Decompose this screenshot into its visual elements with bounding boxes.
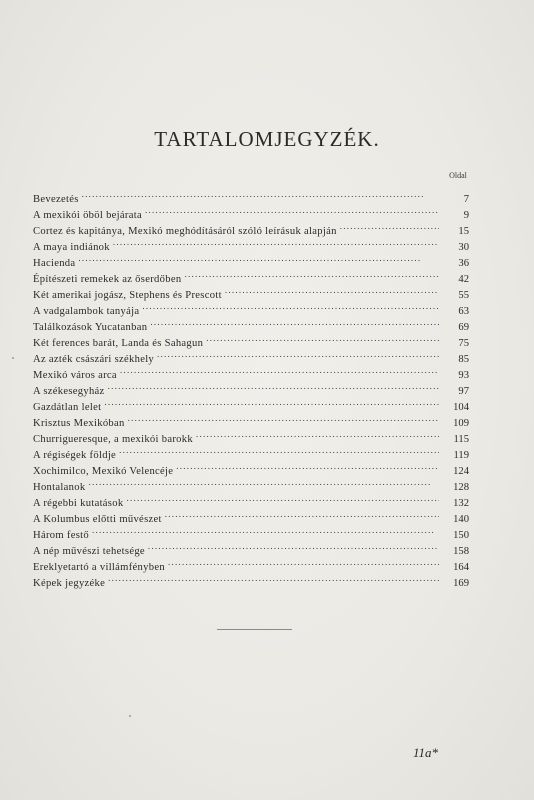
toc-entry-page: 128 [453, 482, 469, 493]
dot-leader [126, 490, 439, 506]
dot-leader [196, 426, 439, 442]
toc-entry-page: 97 [458, 386, 469, 397]
toc-entry [33, 186, 469, 205]
paper-speck [12, 357, 14, 359]
toc-entry-title: Xochimilco, Mexikó Velencéje [33, 466, 174, 477]
toc-entry-page: 85 [458, 354, 469, 365]
toc-entry-title: Az azték császári székhely [33, 354, 155, 365]
toc-entry [33, 538, 469, 557]
toc-entry-page: 36 [458, 258, 469, 269]
toc-entry [33, 490, 469, 509]
toc-entry-title: Hacienda [33, 258, 76, 269]
dot-leader [184, 266, 439, 282]
dot-leader [157, 346, 439, 362]
toc-entry-page: 42 [458, 274, 469, 285]
dot-leader [82, 186, 439, 202]
toc-entry-page: 132 [453, 498, 469, 509]
dot-leader [104, 394, 439, 410]
toc-entry-page: 115 [453, 434, 469, 445]
toc-entry [33, 474, 469, 493]
toc-entry-title: A vadgalambok tanyája [33, 306, 140, 317]
toc-entry [33, 202, 469, 221]
toc-entry-page: 9 [463, 210, 469, 221]
page-column-header: Oldal [449, 171, 467, 180]
toc-entry-page: 169 [453, 578, 469, 589]
toc-entry [33, 266, 469, 285]
toc-entry-page: 75 [458, 338, 469, 349]
dot-leader [165, 506, 439, 522]
toc-entry-page: 69 [458, 322, 469, 333]
toc-entry-page: 109 [453, 418, 469, 429]
toc-entry-page: 124 [453, 466, 469, 477]
dot-leader [108, 378, 439, 394]
toc-entry-title: A maya indiánok [33, 242, 110, 253]
toc-entry [33, 522, 469, 541]
toc-entry-title: Gazdátlan lelet [33, 402, 102, 413]
dot-leader [340, 218, 439, 234]
dot-leader [78, 250, 439, 266]
toc-entry-title: Hontalanok [33, 482, 86, 493]
dot-leader [120, 362, 439, 378]
toc-entry-page: 119 [453, 450, 469, 461]
toc-entry-title: Mexikó város arca [33, 370, 117, 381]
toc-entry-title: Churrigueresque, a mexikói barokk [33, 434, 193, 445]
dot-leader [92, 522, 439, 538]
toc-entry-title: Három festő [33, 530, 89, 541]
toc-entry-title: Találkozások Yucatanban [33, 322, 148, 333]
dot-leader [148, 538, 439, 554]
dot-leader [88, 474, 439, 490]
toc-entry-title: Két amerikai jogász, Stephens és Prescott [33, 290, 222, 301]
toc-entry-page: 104 [453, 402, 469, 413]
toc-entry-title: A mexikói öböl bejárata [33, 210, 142, 221]
toc-entry-title: Építészeti remekek az őserdőben [33, 274, 182, 285]
toc-entry-page: 63 [458, 306, 469, 317]
toc-entry-page: 93 [458, 370, 469, 381]
dot-leader [206, 330, 439, 346]
toc-entry-title: Cortez és kapitánya, Mexikó meghódításáról szóló leírásuk alapján [33, 226, 337, 237]
dot-leader [225, 282, 439, 298]
toc-entry-title: A régiségek földje [33, 450, 117, 461]
toc-entry-page: 30 [458, 242, 469, 253]
dot-leader [142, 298, 439, 314]
toc-entry-title: A nép művészi tehetsége [33, 546, 145, 557]
toc-entry-page: 7 [463, 194, 469, 205]
table-of-contents [33, 186, 469, 589]
toc-entry-page: 158 [453, 546, 469, 557]
toc-entry-title: Képek jegyzéke [33, 578, 106, 589]
dot-leader [176, 458, 439, 474]
toc-entry-title: A Kolumbus előtti művészet [33, 514, 162, 525]
dot-leader [119, 442, 439, 458]
toc-entry-title: Krisztus Mexikóban [33, 418, 125, 429]
toc-entry-page: 15 [458, 226, 469, 237]
dot-leader [145, 202, 439, 218]
toc-entry-title: A régebbi kutatások [33, 498, 124, 509]
dot-leader [108, 570, 439, 586]
printer-signature-mark: 11a* [413, 745, 439, 760]
dot-leader [150, 314, 439, 330]
toc-entry-page: 150 [453, 530, 469, 541]
toc-entry-page: 164 [453, 562, 469, 573]
dot-leader [113, 234, 439, 250]
dot-leader [168, 554, 439, 570]
toc-entry-title: Bevezetés [33, 194, 79, 205]
divider-rule [217, 629, 292, 630]
toc-entry [33, 250, 469, 269]
toc-entry-title: Két ferences barát, Landa és Sahagun [33, 338, 204, 349]
toc-entry-page: 140 [453, 514, 469, 525]
dot-leader [128, 410, 439, 426]
paper-speck [129, 715, 131, 717]
toc-entry-title: Ereklyetartó a villámfényben [33, 562, 165, 573]
toc-entry-title: A székesegyház [33, 386, 105, 397]
page-title: TARTALOMJEGYZÉK. [154, 127, 380, 151]
toc-entry-page: 55 [458, 290, 469, 301]
